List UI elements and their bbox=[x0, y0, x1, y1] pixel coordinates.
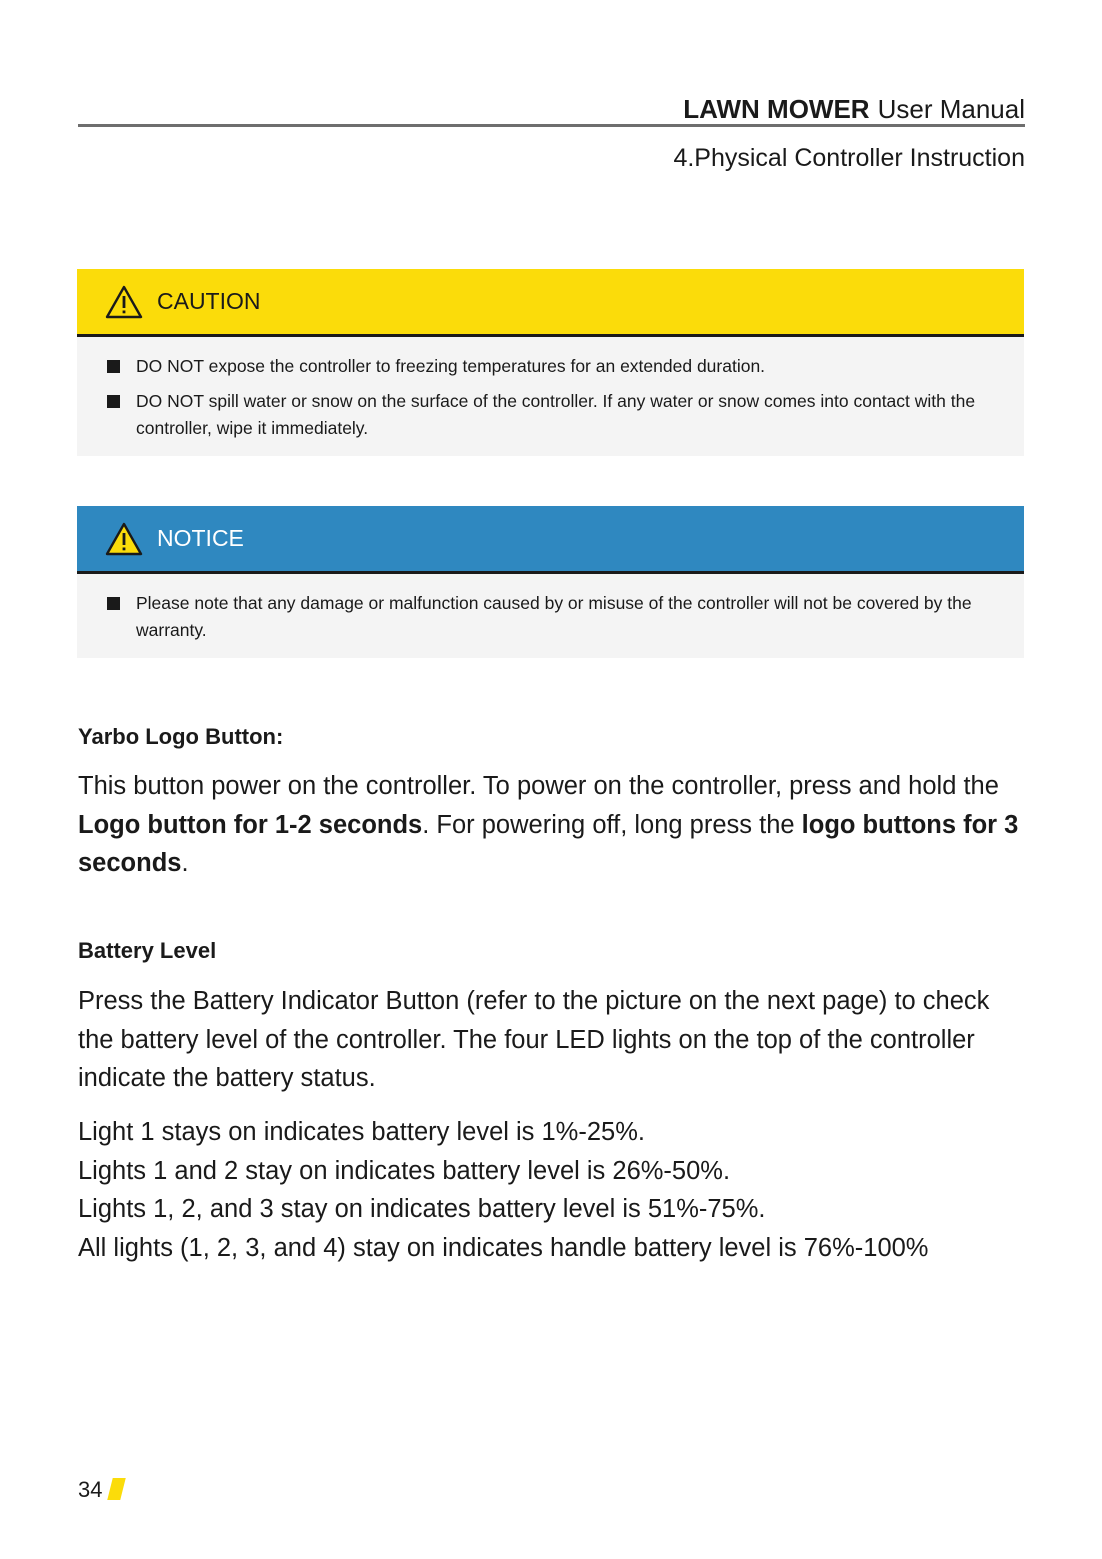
logo-button-emphasis: logo buttons for 3 seconds bbox=[78, 810, 1019, 877]
warning-triangle-icon bbox=[105, 285, 143, 319]
caution-body bbox=[77, 337, 1024, 456]
battery-level-line: Lights 1, 2, and 3 stay on indicates battery level is 51%-75%. bbox=[78, 1195, 766, 1223]
logo-button-heading: Yarbo Logo Button: bbox=[78, 724, 284, 749]
header-doc-type: User Manual bbox=[877, 94, 1025, 124]
caution-header bbox=[77, 269, 1024, 337]
page-accent-mark bbox=[107, 1478, 125, 1500]
caution-label: CAUTION bbox=[157, 288, 261, 314]
notice-header bbox=[77, 506, 1024, 574]
notice-body bbox=[77, 574, 1024, 658]
notice-item-text: Please note that any damage or malfunction caused by or misuse of the controller will not be covered by the warranty. bbox=[136, 593, 972, 640]
page-number: 34 bbox=[78, 1477, 103, 1502]
notice-box bbox=[77, 506, 1024, 658]
logo-button-text: This button power on the controller. To power on the controller, press and hold the bbox=[78, 772, 999, 800]
list-item bbox=[107, 388, 1000, 442]
caution-item-text: DO NOT spill water or snow on the surface of the controller. If any water or snow comes into contact with the controller, wipe it immediately. bbox=[136, 391, 976, 438]
logo-button-text: . bbox=[181, 849, 189, 877]
header-divider bbox=[78, 124, 1025, 127]
logo-button-emphasis: Logo button for 1-2 seconds bbox=[78, 810, 423, 839]
notice-label: NOTICE bbox=[157, 525, 244, 551]
battery-intro: Press the Battery Indicator Button (refer to the picture on the next page) to check the battery level of the controller. The four LED lights on the top of the controller indicate the battery status. bbox=[78, 987, 990, 1092]
battery-heading: Battery Level bbox=[78, 938, 217, 963]
section-title: 4.Physical Controller Instruction bbox=[673, 144, 1025, 172]
caution-box bbox=[77, 269, 1024, 456]
header-brand: LAWN MOWER bbox=[683, 94, 870, 124]
bullet-square-icon bbox=[107, 395, 120, 408]
battery-level-line: Lights 1 and 2 stay on indicates battery level is 26%-50%. bbox=[78, 1156, 731, 1185]
running-header bbox=[78, 93, 1025, 125]
bullet-square-icon bbox=[107, 360, 120, 373]
battery-level-line: Light 1 stays on indicates battery level is 1%-25%. bbox=[78, 1118, 645, 1146]
caution-item-text: DO NOT expose the controller to freezing temperatures for an extended duration. bbox=[136, 356, 766, 376]
list-item bbox=[107, 590, 1000, 644]
warning-triangle-icon bbox=[105, 522, 143, 556]
logo-button-text: . For powering off, long press the bbox=[422, 810, 802, 839]
battery-levels-list bbox=[78, 1113, 1028, 1267]
list-item bbox=[107, 353, 1000, 380]
battery-level-line: All lights (1, 2, 3, and 4) stay on indicates handle battery level is 76%-100% bbox=[78, 1233, 929, 1262]
bullet-square-icon bbox=[107, 597, 120, 610]
logo-button-paragraph bbox=[78, 767, 1028, 883]
